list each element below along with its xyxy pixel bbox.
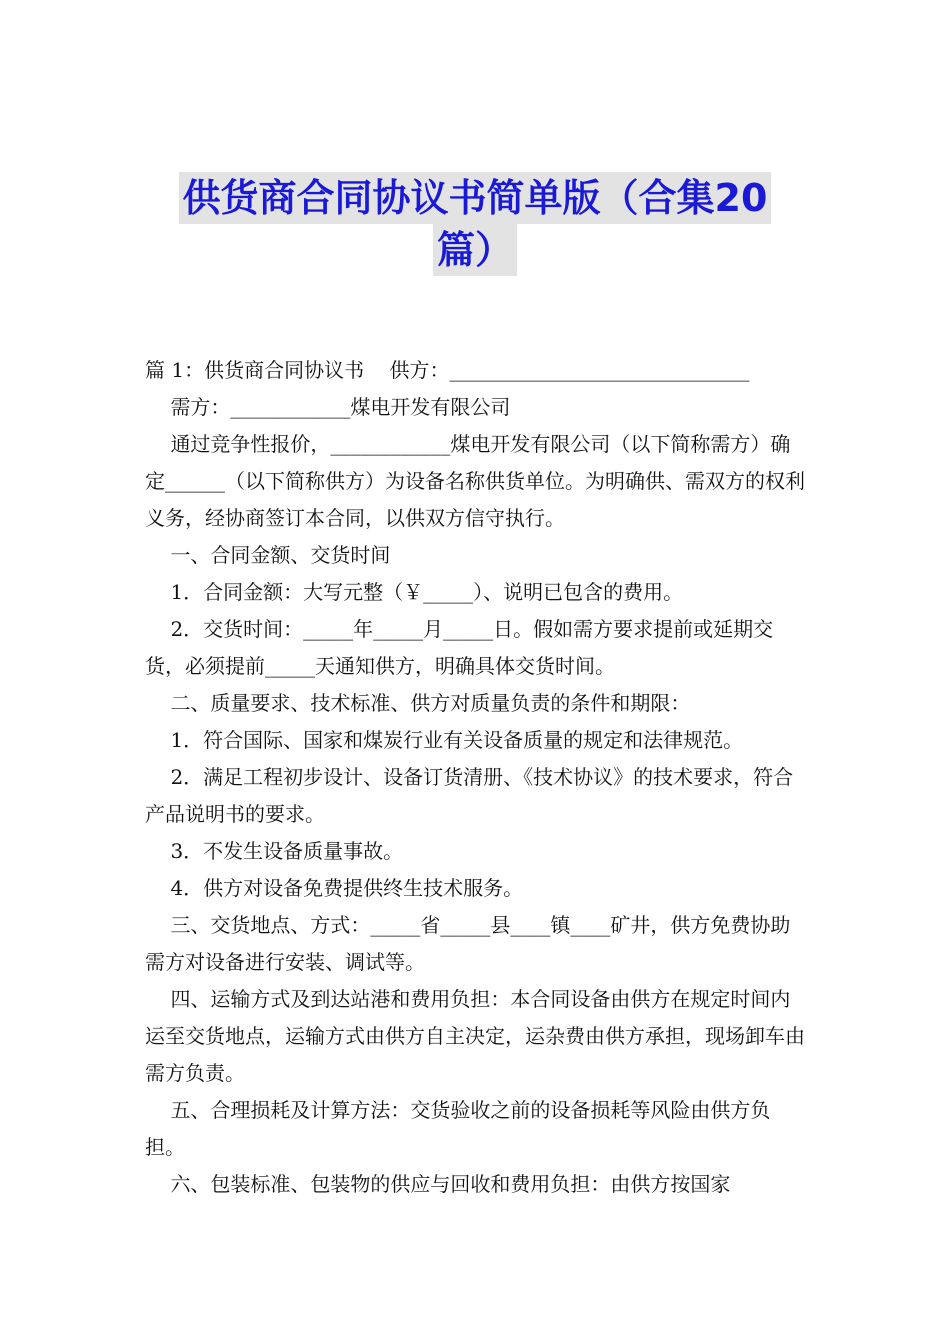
title-line-1: 供货商合同协议书简单版（合集20 bbox=[179, 172, 772, 224]
section-heading-6: 六、包装标准、包装物的供应与回收和费用负担：由供方按国家 bbox=[145, 1172, 731, 1196]
list-item: 2．满足工程初步设计、设备订货清册、《技术协议》的技术要求，符合产品说明书的要求。 bbox=[145, 765, 794, 826]
document-title bbox=[0, 172, 950, 276]
section-heading-2: 二、质量要求、技术标准、供方对质量负责的条件和期限： bbox=[145, 691, 691, 715]
section-heading-1: 一、合同金额、交货时间 bbox=[145, 543, 391, 567]
contract-body bbox=[145, 352, 810, 1203]
paragraph-buyer: 需方：____________煤电开发有限公司 bbox=[145, 395, 511, 419]
title-line-2: 篇） bbox=[433, 224, 517, 276]
section-heading-5: 五、合理损耗及计算方法：交货验收之前的设备损耗等风险由供方负担。 bbox=[145, 1098, 771, 1159]
list-item: 1．符合国际、国家和煤炭行业有关设备质量的规定和法律规范。 bbox=[145, 728, 744, 752]
paragraph-heading: 篇 1：供货商合同协议书 供方：______________________________ bbox=[145, 358, 750, 382]
list-item: 3．不发生设备质量事故。 bbox=[145, 839, 404, 863]
list-item: 4．供方对设备免费提供终生技术服务。 bbox=[145, 876, 524, 900]
section-heading-3: 三、交货地点、方式：_____省_____县____镇____矿井，供方免费协助需方对设备进行安装、调试等。 bbox=[145, 913, 791, 974]
section-heading-4: 四、运输方式及到达站港和费用负担：本合同设备由供方在规定时间内运至交货地点，运输方式由供方自主决定，运杂费由供方承担，现场卸车由需方负责。 bbox=[145, 987, 805, 1085]
list-item: 1．合同金额：大写元整（￥_____）、说明已包含的费用。 bbox=[145, 580, 684, 604]
list-item: 2．交货时间：_____年_____月_____日。假如需方要求提前或延期交货，必须提前_____天通知供方，明确具体交货时间。 bbox=[145, 617, 774, 678]
paragraph-intro: 通过竞争性报价，____________煤电开发有限公司（以下简称需方）确定______（以下简称供方）为设备名称供货单位。为明确供、需双方的权利义务，经协商签订本合同，以供双方信守执行。 bbox=[145, 432, 805, 530]
